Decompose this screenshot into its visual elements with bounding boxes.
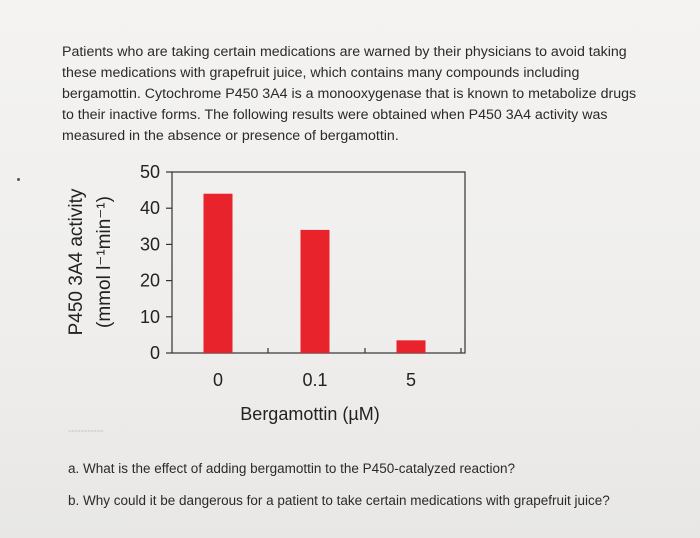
y-axis-label-line2: (mmol l⁻¹min⁻¹) xyxy=(94,196,115,328)
bar xyxy=(397,340,426,353)
question-b: b. Why could it be dangerous for a patient to take certain medications with grapefruit juice? xyxy=(68,493,610,508)
y-axis-label-line1: P450 3A4 activity xyxy=(66,188,87,336)
y-tick-label: 40 xyxy=(139,198,160,219)
x-tick-label: 5 xyxy=(405,370,417,390)
x-tick-group xyxy=(213,348,461,390)
x-axis-label: Bergamottin (µM) xyxy=(240,404,380,424)
question-a: a. What is the effect of adding bergamottin to the P450-catalyzed reaction? xyxy=(68,461,516,476)
intro-paragraph: Patients who are taking certain medications are warned by their physicians to avoid taking these medications with grapefruit juice, which contains many compounds including bergamottin. Cytochrome P450 3A4 is a monooxygenase that is known to metabolize drugs to their inactive forms. The following results were obtained when P450 3A4 activity was measured in the absence or presence of bergamottin. xyxy=(62,44,637,144)
x-tick-label: 0 xyxy=(212,370,224,390)
faint-footnote-mark: ~~~~~~~~~~~ xyxy=(68,429,104,435)
bar xyxy=(301,230,330,353)
bar xyxy=(204,194,233,353)
bar-group xyxy=(204,194,426,353)
y-tick-label: 10 xyxy=(139,306,160,327)
y-tick-label: 50 xyxy=(139,162,160,182)
y-tick-label: 0 xyxy=(149,343,160,363)
x-tick-label: 0.1 xyxy=(302,370,328,390)
y-tick-label: 20 xyxy=(139,270,160,291)
y-tick-label: 30 xyxy=(139,234,160,255)
y-tick-group xyxy=(140,162,172,363)
